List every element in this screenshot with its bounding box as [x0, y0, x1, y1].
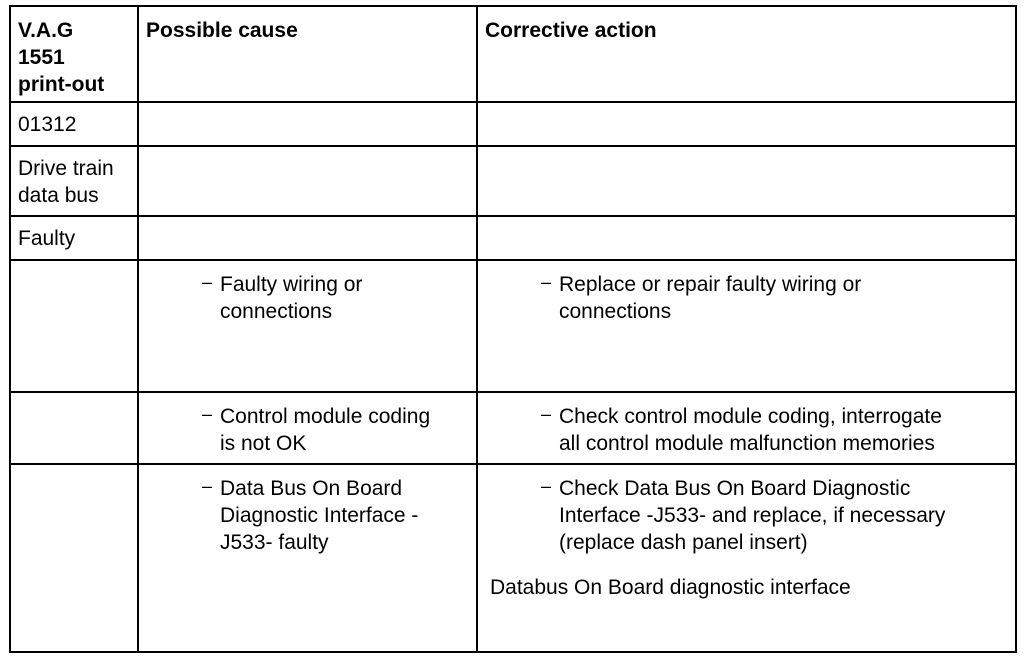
table-row [10, 260, 1016, 392]
cause-cell: – Faulty wiring or connections [138, 260, 477, 392]
table-row [10, 392, 1016, 464]
table-row [10, 102, 1016, 146]
cause-cell: – Data Bus On Board Diagnostic Interface - J533- faulty [138, 464, 477, 652]
dash-bullet-icon: – [541, 272, 552, 292]
table-row [10, 464, 1016, 652]
cause-cell: – Control module coding is not OK [138, 392, 477, 464]
action-cell: – Check control module coding, interrogate all control module malfunction memories [477, 392, 1016, 464]
dash-bullet-icon: – [541, 404, 552, 424]
header-print-out: V.A.G 1551 print-out [10, 6, 138, 102]
dash-bullet-icon: – [202, 476, 213, 496]
table-row [10, 146, 1016, 216]
fault-status-cell: Faulty [10, 216, 138, 260]
fault-code-cell: 01312 [10, 102, 138, 146]
action-cell: – Replace or repair faulty wiring or connections [477, 260, 1016, 392]
dash-bullet-icon: – [202, 404, 213, 424]
header-possible-cause: Possible cause [138, 6, 477, 102]
dash-bullet-icon: – [202, 272, 213, 292]
dash-bullet-icon: – [541, 476, 552, 496]
fault-table [9, 5, 1017, 653]
action-cell: – Check Data Bus On Board Diagnostic Interface -J533- and replace, if necessary (replace dash panel insert) Databus On Board diagnostic interface [477, 464, 1016, 652]
fault-component-cell: Drive train data bus [10, 146, 138, 216]
table-row [10, 216, 1016, 260]
header-corrective-action: Corrective action [477, 6, 1016, 102]
header-row [10, 6, 1016, 102]
reference-note: Databus On Board diagnostic interface [490, 576, 851, 599]
